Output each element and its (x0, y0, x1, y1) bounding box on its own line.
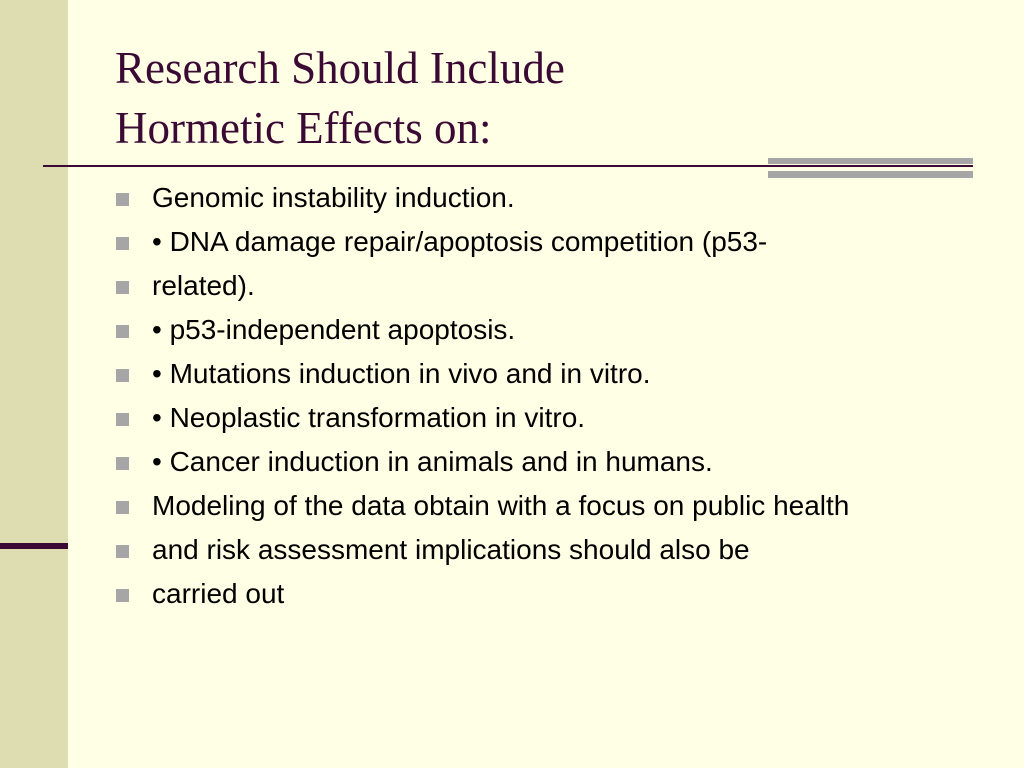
bullet-text: and risk assessment implications should also be (152, 534, 750, 565)
bullet-text: • p53-independent apoptosis. (152, 314, 516, 345)
divider-accent-lower (768, 171, 973, 178)
bullet-item (115, 268, 915, 304)
bullet-text: Genomic instability induction. (152, 182, 515, 213)
bullet-item (115, 224, 915, 260)
bullet-item (115, 400, 915, 436)
square-bullet-icon (116, 193, 129, 206)
square-bullet-icon (116, 369, 129, 382)
bullet-item (115, 576, 915, 612)
bullet-item (115, 312, 915, 348)
bullet-text: • DNA damage repair/apoptosis competition (p53- (152, 226, 768, 257)
square-bullet-icon (116, 589, 129, 602)
bullet-item (115, 532, 915, 568)
square-bullet-icon (116, 413, 129, 426)
bullet-item (115, 180, 915, 216)
slide-title-line-2: Hormetic Effects on: (115, 103, 492, 153)
bullet-text: related). (152, 270, 255, 301)
bullet-list (115, 180, 915, 620)
bullet-text: • Mutations induction in vivo and in vitro. (152, 358, 651, 389)
square-bullet-icon (116, 545, 129, 558)
bullet-item (115, 488, 915, 524)
bullet-item (115, 444, 915, 480)
bullet-text: • Cancer induction in animals and in humans. (152, 446, 713, 477)
slide-title-line-1: Research Should Include (115, 43, 565, 93)
bullet-item (115, 356, 915, 392)
side-accent-bar (0, 543, 68, 549)
bullet-text: Modeling of the data obtain with a focus on public health (152, 490, 850, 521)
title-divider (43, 165, 973, 167)
bullet-text: carried out (152, 578, 285, 609)
slide-title (115, 38, 915, 158)
square-bullet-icon (116, 237, 129, 250)
square-bullet-icon (116, 501, 129, 514)
square-bullet-icon (116, 457, 129, 470)
square-bullet-icon (116, 325, 129, 338)
bullet-text: • Neoplastic transformation in vitro. (152, 402, 586, 433)
square-bullet-icon (116, 281, 129, 294)
side-decoration-band (0, 0, 68, 768)
divider-accent-upper (768, 158, 973, 164)
